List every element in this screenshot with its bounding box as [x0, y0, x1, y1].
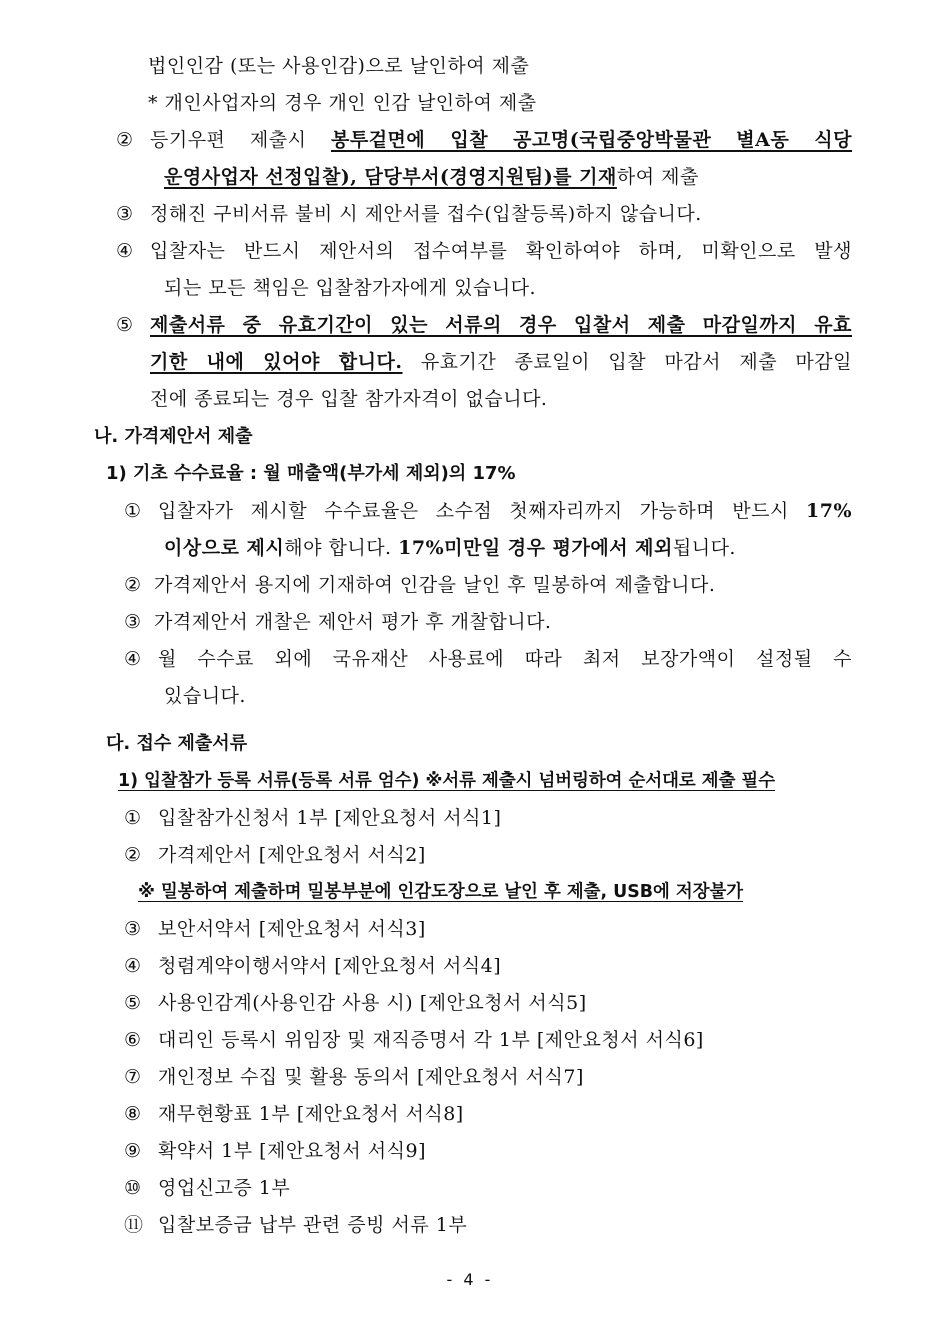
- emphasis-text: 제출서류 중 유효기간이 있는 서류의 경우 입찰서 제출 마감일까지 유효: [150, 314, 852, 336]
- emphasis-text: 운영사업자 선정입찰), 담당부서(경영지원팀)를 기재: [164, 166, 617, 188]
- item-marker: ③: [124, 918, 142, 940]
- emphasis-text: 이상으로 제시: [164, 537, 285, 559]
- item-marker: ②: [116, 129, 134, 151]
- item-marker: ⑪: [124, 1214, 144, 1236]
- text-line: [164, 165, 699, 189]
- doc-item-7: [124, 1065, 584, 1089]
- emphasis-text: 봉투겉면에 입찰 공고명(국립중앙박물관 별A동 식당: [331, 129, 852, 151]
- doc-item-9: [124, 1139, 426, 1163]
- doc-item-2: [124, 843, 426, 867]
- item-5-line: [116, 313, 852, 337]
- item-marker: ⑥: [124, 1029, 142, 1051]
- item-marker: ③: [116, 203, 134, 225]
- text-line: [150, 387, 547, 411]
- line-text: 입찰참가신청서 1부 [제안요청서 서식1]: [158, 807, 502, 829]
- line-text: 입찰자가 제시할 수수료율은 소수점 첫째자리까지 가능하며 반드시: [158, 500, 806, 522]
- subsection-heading: [106, 462, 516, 486]
- line-text: 전에 종료되는 경우 입찰 참가자격이 없습니다.: [150, 388, 548, 410]
- item-marker: ②: [124, 844, 142, 866]
- text-line: [164, 684, 246, 708]
- price-item-3-line: [124, 610, 551, 634]
- price-item-4-line: [124, 647, 852, 671]
- doc-item-6: [124, 1028, 704, 1052]
- doc-item-5: [124, 991, 587, 1015]
- line-text: 가격제안서 [제안요청서 서식2]: [158, 844, 426, 866]
- line-text: 월 수수료 외에 국유재산 사용료에 따라 최저 보장가액이 설정될 수: [158, 648, 852, 670]
- line-text: 입찰보증금 납부 관련 증빙 서류 1부: [158, 1214, 468, 1236]
- text-line: [150, 350, 852, 374]
- line-text: 정해진 구비서류 불비 시 제안서를 접수(입찰등록)하지 않습니다.: [150, 203, 702, 225]
- emphasis-text: 17%: [806, 500, 852, 522]
- section-heading: [106, 732, 247, 756]
- price-item-1-line: [124, 499, 852, 523]
- doc-item-3: [124, 917, 426, 941]
- doc-item-10: [124, 1176, 290, 1200]
- doc-item-8: [124, 1102, 464, 1126]
- item-3-line: [116, 202, 702, 226]
- line-text: 재무현황표 1부 [제안요청서 서식8]: [158, 1103, 464, 1125]
- item-marker: ⑤: [116, 314, 134, 336]
- item-marker: ⑦: [124, 1066, 142, 1088]
- line-text: 입찰자는 반드시 제안서의 접수여부를 확인하여야 하며, 미확인으로 발생: [150, 240, 852, 262]
- line-text: 보안서약서 [제안요청서 서식3]: [158, 918, 426, 940]
- item-marker: ⑩: [124, 1177, 142, 1199]
- emphasis-text: 17%미만일 경우 평가에서 제외: [398, 537, 673, 559]
- line-text: 대리인 등록시 위임장 및 재직증명서 각 1부 [제안요청서 서식6]: [158, 1029, 704, 1051]
- item-marker: ④: [124, 648, 142, 670]
- line-text: 등기우편 제출시: [150, 129, 331, 151]
- item-2-line: [116, 128, 852, 152]
- heading-text: 나. 가격제안서 제출: [94, 426, 253, 447]
- doc-item-1: [124, 806, 501, 830]
- doc-note: [138, 880, 743, 904]
- item-marker: ④: [116, 240, 134, 262]
- line-text: 가격제안서 개찰은 제안서 평가 후 개찰합니다.: [154, 611, 552, 633]
- note-text: ※ 밀봉하여 제출하며 밀봉부분에 인감도장으로 날인 후 제출, USB에 저장불가: [138, 882, 744, 902]
- page-number: - 4 -: [446, 1270, 494, 1289]
- item-marker: ③: [124, 611, 142, 633]
- line-text: * 개인사업자의 경우 개인 인감 날인하여 제출: [148, 92, 537, 114]
- item-marker: ①: [124, 500, 142, 522]
- item-marker: ①: [124, 807, 142, 829]
- item-4-line: [116, 239, 852, 263]
- line-text: 법인인감 (또는 사용인감)으로 날인하여 제출: [148, 55, 530, 77]
- heading-text: 1) 입찰참가 등록 서류(등록 서류 엄수) ※서류 제출시 넘버링하여 순서대로 제출 필수: [118, 771, 776, 791]
- item-marker: ④: [124, 955, 142, 977]
- item-marker: ⑨: [124, 1140, 142, 1162]
- text-line: [148, 91, 537, 115]
- line-text: 되는 모든 책임은 입찰참가자에게 있습니다.: [164, 277, 537, 299]
- heading-text: 1) 기초 수수료율 : 월 매출액(부가세 제외)의 17%: [106, 463, 516, 484]
- item-marker: ⑧: [124, 1103, 142, 1125]
- line-text: 개인정보 수집 및 활용 동의서 [제안요청서 서식7]: [158, 1066, 584, 1088]
- emphasis-text: 기한 내에 있어야 합니다.: [150, 351, 403, 373]
- heading-text: 다. 접수 제출서류: [106, 733, 248, 754]
- line-text: 있습니다.: [164, 685, 246, 707]
- price-item-2-line: [124, 573, 715, 597]
- line-text: 확약서 1부 [제안요청서 서식9]: [158, 1140, 427, 1162]
- text-line: [164, 536, 736, 560]
- item-marker: ⑤: [124, 992, 142, 1014]
- section-heading: [94, 425, 252, 449]
- line-text: 청렴계약이행서약서 [제안요청서 서식4]: [158, 955, 502, 977]
- doc-item-11: [124, 1213, 467, 1237]
- line-text: 가격제안서 용지에 기재하여 인감을 날인 후 밀봉하여 제출합니다.: [154, 574, 716, 596]
- line-text: 영업신고증 1부: [158, 1177, 291, 1199]
- line-text: 됩니다.: [672, 537, 736, 559]
- doc-item-4: [124, 954, 501, 978]
- line-text: 유효기간 종료일이 입찰 마감서 제출 마감일: [402, 351, 852, 373]
- item-marker: ②: [124, 574, 142, 596]
- text-line: [164, 276, 536, 300]
- line-text: 하여 제출: [616, 166, 699, 188]
- line-text: 해야 합니다.: [284, 537, 399, 559]
- text-line: [148, 54, 529, 78]
- subsection-heading: [118, 769, 775, 793]
- line-text: 사용인감계(사용인감 사용 시) [제안요청서 서식5]: [158, 992, 587, 1014]
